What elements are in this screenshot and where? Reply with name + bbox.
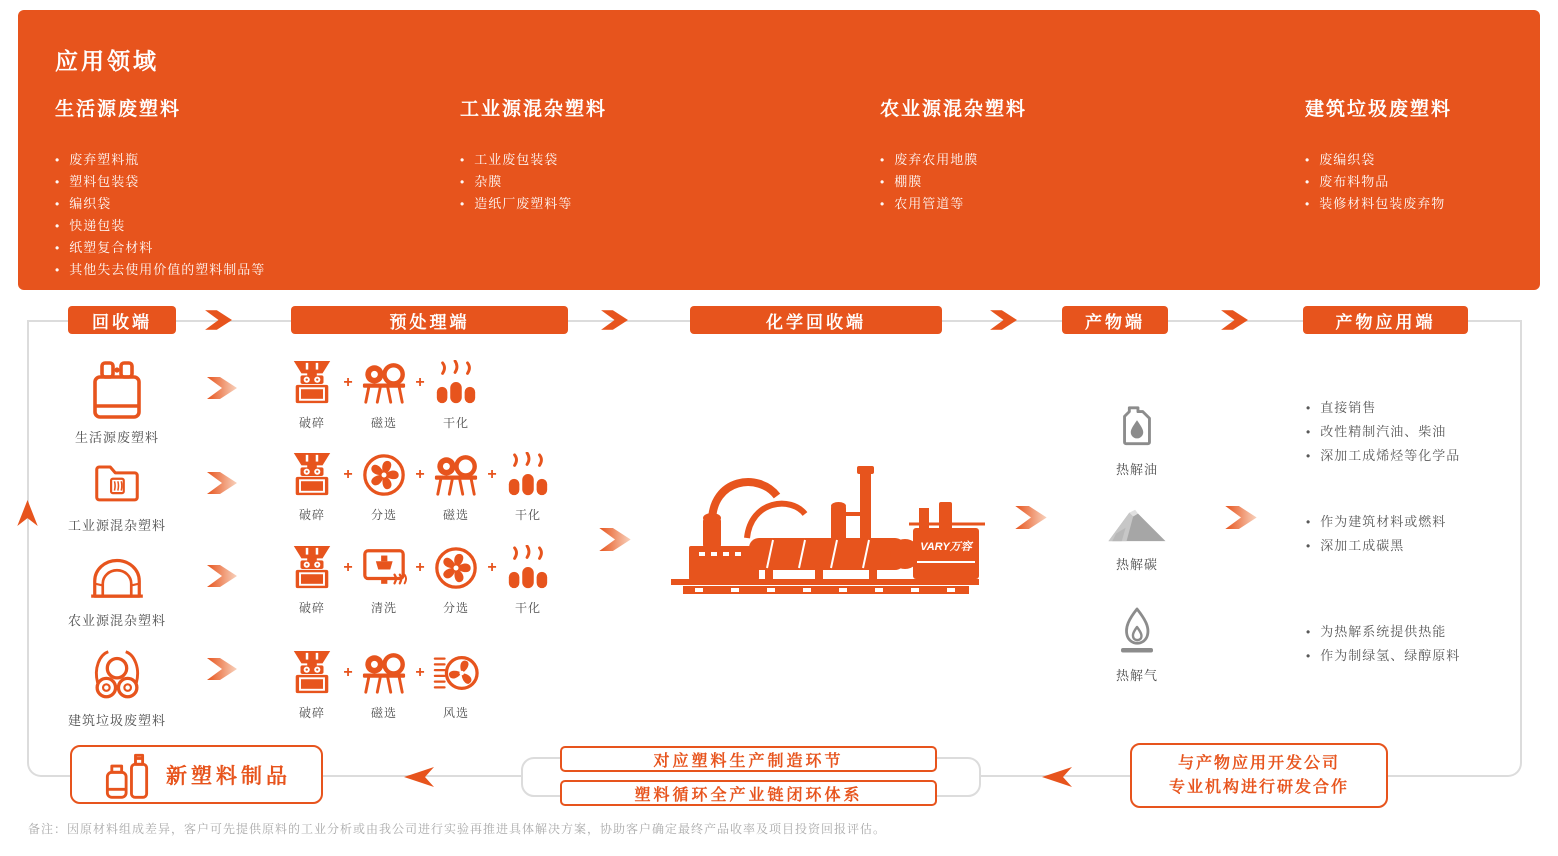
process-step: 破碎 <box>284 452 340 523</box>
pretreat-row-1 <box>284 360 484 431</box>
plant-logo: VARY万容 <box>920 541 972 553</box>
magnetic-separation-icon <box>361 360 407 406</box>
partner-line-1: 与产物应用开发公司 <box>1177 754 1340 772</box>
arrow-right-icon <box>1221 310 1248 330</box>
list-item: • 其他失去使用价值的塑料制品等 <box>55 259 265 281</box>
arrow-right-gradient-icon <box>206 377 238 399</box>
column-items <box>1305 149 1452 215</box>
list-item: • 深加工成烯烃等化学品 <box>1306 444 1556 468</box>
arrow-right-gradient-icon <box>206 472 238 494</box>
carbon-applications <box>1306 510 1556 558</box>
magnetic-separation-icon <box>361 650 407 696</box>
column-heading: 建筑垃圾废塑料 <box>1305 99 1453 120</box>
source-label: 生活源废塑料 <box>74 430 159 445</box>
loop-box-manufacturing: 对应塑料生产制造环节 <box>560 746 937 772</box>
crusher-icon <box>289 360 335 406</box>
list-item: • 直接销售 <box>1306 396 1556 420</box>
process-step: 干化 <box>500 452 556 523</box>
fan-sorting-icon <box>361 452 407 498</box>
product-label: 热解气 <box>1115 668 1158 683</box>
process-step: 干化 <box>500 545 556 616</box>
plus-sign: + <box>415 374 425 391</box>
arrow-up-icon <box>17 500 38 526</box>
stage-chemical: 化学回收端 <box>690 306 942 334</box>
list-item: • 废弃农用地膜 <box>880 149 1027 171</box>
arrow-right-gradient-icon <box>206 658 238 680</box>
new-plastic-products-box <box>70 745 323 804</box>
stage-pretreat: 预处理端 <box>291 306 568 334</box>
greenhouse-icon <box>88 548 146 605</box>
pipes-icon <box>86 643 148 705</box>
pretreat-row-4 <box>284 650 484 721</box>
process-step: 破碎 <box>284 545 340 616</box>
arrow-left-icon <box>1042 767 1072 787</box>
shopping-bag-icon <box>85 358 149 422</box>
banner-title: 应用领域 <box>55 48 159 74</box>
list-item: • 编织袋 <box>55 193 265 215</box>
pyrolysis-plant-illustration <box>655 452 995 600</box>
list-item: • 纸塑复合材料 <box>55 237 265 259</box>
stage-application: 产物应用端 <box>1303 306 1468 334</box>
product-label: 热解碳 <box>1115 557 1158 572</box>
process-step: 磁选 <box>428 452 484 523</box>
process-step: 清洗 <box>356 545 412 616</box>
plus-sign: + <box>487 559 497 576</box>
arrow-left-icon <box>404 767 434 787</box>
column-items <box>460 149 607 215</box>
plus-sign: + <box>343 664 353 681</box>
pretreat-row-2 <box>284 452 556 523</box>
loop-box-closed-loop: 塑料循环全产业链闭环体系 <box>560 780 937 806</box>
column-heading: 农业源混杂塑料 <box>880 99 1028 120</box>
list-item: • 塑料包装袋 <box>55 171 265 193</box>
banner-column-industrial <box>460 94 607 215</box>
oil-applications <box>1306 396 1556 468</box>
magnetic-separation-icon <box>433 452 479 498</box>
new-plastic-products-label: 新塑料制品 <box>166 764 291 788</box>
plus-sign: + <box>343 374 353 391</box>
product-label: 热解油 <box>1115 462 1158 477</box>
banner-column-construction <box>1305 94 1452 215</box>
list-item: • 为热解系统提供热能 <box>1306 620 1556 644</box>
crusher-icon <box>289 650 335 696</box>
drying-icon <box>505 545 551 591</box>
arrow-right-icon <box>601 310 628 330</box>
list-item: • 废编织袋 <box>1305 149 1452 171</box>
list-item: • 废弃塑料瓶 <box>55 149 265 171</box>
list-item: • 造纸厂废塑料等 <box>460 193 607 215</box>
plus-sign: + <box>487 466 497 483</box>
product-gas <box>1077 606 1197 684</box>
product-carbon <box>1077 505 1197 573</box>
process-step: 干化 <box>428 360 484 431</box>
process-step: 分选 <box>428 545 484 616</box>
list-item: • 装修材料包装废弃物 <box>1305 193 1452 215</box>
source-agricultural <box>42 548 192 629</box>
arrow-right-icon <box>990 310 1017 330</box>
source-construction <box>42 643 192 729</box>
list-item: • 农用管道等 <box>880 193 1027 215</box>
banner <box>18 10 1540 290</box>
process-step: 破碎 <box>284 360 340 431</box>
partner-line-2: 专业机构进行研发合作 <box>1168 778 1349 796</box>
carbon-pile-icon <box>1106 505 1168 543</box>
plus-sign: + <box>343 466 353 483</box>
plus-sign: + <box>415 466 425 483</box>
flame-icon <box>1113 606 1161 654</box>
arrow-right-gradient-icon <box>1224 506 1258 529</box>
process-step: 磁选 <box>356 360 412 431</box>
list-item: • 废布料物品 <box>1305 171 1452 193</box>
plus-sign: + <box>343 559 353 576</box>
source-label: 建筑垃圾废塑料 <box>67 713 166 728</box>
source-industrial <box>42 456 192 534</box>
process-step: 磁选 <box>356 650 412 721</box>
source-label: 工业源混杂塑料 <box>67 518 166 533</box>
list-item: • 深加工成碳黑 <box>1306 534 1556 558</box>
arrow-right-icon <box>205 310 232 330</box>
arrow-right-gradient-icon <box>1014 506 1048 529</box>
fan-sorting-icon <box>433 545 479 591</box>
crusher-icon <box>289 545 335 591</box>
stage-recycle: 回收端 <box>68 306 176 334</box>
product-oil <box>1077 402 1197 478</box>
list-item: • 作为制绿氢、绿醇原料 <box>1306 644 1556 668</box>
column-items <box>880 149 1027 215</box>
plus-sign: + <box>415 559 425 576</box>
banner-column-household <box>55 94 265 281</box>
oil-can-icon <box>1114 402 1160 448</box>
arrow-right-gradient-icon <box>598 528 632 551</box>
plus-sign: + <box>415 664 425 681</box>
list-item: • 作为建筑材料或燃料 <box>1306 510 1556 534</box>
process-step: 风选 <box>428 650 484 721</box>
air-separation-icon <box>433 650 479 696</box>
folder-film-icon <box>89 456 145 510</box>
arrow-right-gradient-icon <box>206 565 238 587</box>
crusher-icon <box>289 452 335 498</box>
stage-product: 产物端 <box>1062 306 1168 334</box>
source-label: 农业源混杂塑料 <box>67 613 166 628</box>
bottles-icon <box>102 750 152 800</box>
washing-icon <box>361 545 407 591</box>
list-item: • 工业废包装袋 <box>460 149 607 171</box>
drying-icon <box>433 360 479 406</box>
footnote: 备注：因原材料组成差异，客户可先提供原料的工业分析或由我公司进行实验再推进具体解决方案，协助客户确定最终产品收率及项目投资回报评估。 <box>28 822 887 836</box>
process-step: 破碎 <box>284 650 340 721</box>
source-household <box>42 358 192 446</box>
pretreat-row-3 <box>284 545 556 616</box>
drying-icon <box>505 452 551 498</box>
gas-applications <box>1306 620 1556 668</box>
banner-column-agricultural <box>880 94 1027 215</box>
process-step: 分选 <box>356 452 412 523</box>
column-heading: 生活源废塑料 <box>55 99 182 120</box>
list-item: • 快递包装 <box>55 215 265 237</box>
partner-cooperation-box <box>1130 743 1388 808</box>
list-item: • 棚膜 <box>880 171 1027 193</box>
column-items <box>55 149 265 281</box>
list-item: • 杂膜 <box>460 171 607 193</box>
column-heading: 工业源混杂塑料 <box>460 99 608 120</box>
list-item: • 改性精制汽油、柴油 <box>1306 420 1556 444</box>
